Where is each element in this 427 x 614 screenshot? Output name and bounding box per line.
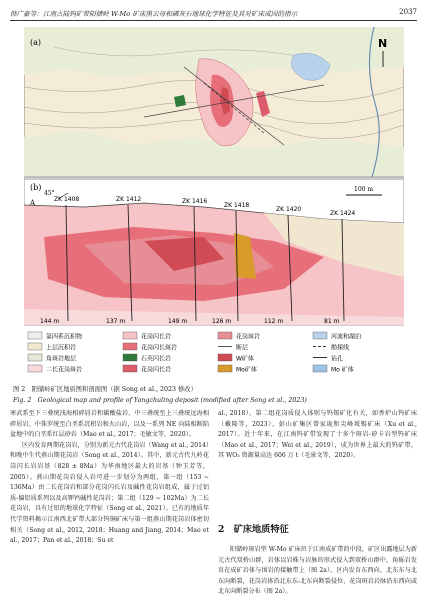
legend-swatch [313,365,327,372]
figure-caption-cn: 图 2 阳储岭矿区地质图和剖面图（据 Song et al., 2023 修改） [13,386,197,393]
dip-angle-label: 45° [44,190,55,197]
legend-swatch [28,343,42,350]
legend-item [123,354,171,363]
drillhole-label: ZK 1424 [330,210,356,217]
legend-label: 石英闪长岩 [141,355,172,363]
drillhole-label: ZK 1420 [276,206,302,213]
map-quartz-diorite [174,95,186,107]
legend-item [218,332,260,341]
legend-item [313,355,343,363]
depth-label: 149 m [168,318,188,325]
drillhole-label: ZK 1416 [182,198,208,205]
legend-swatch [28,354,42,361]
panel-b-profile [24,179,404,325]
drillhole-label: ZK 1408 [54,196,80,203]
legend-label: Mo矿体 [236,366,257,374]
legend-item [218,344,248,352]
legend-label: 花岗闪长岩 [141,366,172,374]
legend-swatch [123,343,137,350]
legend-label: 勘探线 [331,344,350,352]
legend-label: 花岗斑岩 [236,333,261,341]
header-rule [10,20,417,21]
paragraph: 阳储岭斑岩型 W-Mo 矿床位于江南成矿带的中段，矿区出露地层为新元古代双桥山群，岩体以岩株与岩脉的形式侵入到双桥山群中，角砾岩发育在成矿岩体与围岩的接触带上（图 2a）。区内发育东西向、北东东与北东向断裂，花岗岩体沿北东东-北东向断裂侵位，花岗斑岩岩脉沿东西向或北东向断裂分布（图 2a）。 [218,546,417,596]
legend-label: 钻孔 [331,355,344,363]
depth-label: 112 m [264,318,284,325]
legend-label: 角斑岩地层 [46,355,77,363]
legend-swatch [123,332,137,339]
running-header [10,8,417,20]
legend-swatch [123,365,137,372]
panel-a-map [24,27,404,177]
depth-label: 81 m [324,318,340,325]
legend-swatch [218,365,232,372]
legend-swatch [28,365,42,372]
legend-swatch [218,332,232,339]
legend-swatch [313,332,327,339]
legend-item [28,343,76,352]
depth-label: 137 m [106,318,126,325]
profile-start-label: A [30,199,36,207]
legend-label: Mo 矿体 [331,366,354,374]
paragraph: 区内发育两期花岗岩，分别为新元古代花岗岩（Wang et al., 2014）和晚中生代燕山期花岗岩（Song et al., 2014）。其中，新元古代九岭花岗闪长岩岩基（828 ± 8Ma）为华南地区最大的岩基（钟玉芳等，2005）。燕山期花岗岩侵入岩可进一步划分为两组，第一组（153 ~ 136Ma）由二长花岗岩和部分花岗闪长岩及碱性花岗岩组成，属于过铝质-偏铝质系列以及高钾钙碱性花岗岩；第二组（129 ~ 102Ma）为二长花岗岩，具有过铝的地球化学特征（Song et al., 2021）。已有的地质年代学资料揭示江南西北矿带大部分钨铜矿床与第一组燕山期花岗岩体密切相关（Song et al., 2012, 2018；Huang and Jiang, 2014；Mao et al., 2017；Pan et al., 2018；Su et [10,441,209,545]
depth-label: 126 m [212,318,232,325]
legend-item [28,365,82,374]
panel-a-label: (a) [30,38,42,47]
north-arrow-label: N [378,37,388,50]
legend-swatch [123,354,137,361]
paragraph: al., 2018）。第二组花岗质侵入体则与钨锡矿化有关，如香炉山钨矿床（戴隆等，2023），彭山矿集区曾家垅和尖峰坡锡矿床（Xu et al., 2017）。近十年来，在江南钨矿带发现了十多个斑岩-矽卡岩型钨矿床（Mao et al., 2017；Wei et al., 2019），成为世界上最大的钨矿带，其 WO₃ 资源量高达 606 万 t（毛景文等，2020）。 [218,410,417,460]
figure-2 [24,27,404,379]
left-column [10,409,209,547]
scale-label: 100 m [354,186,374,193]
paragraph: 寒武系至下三叠统浅海相碎屑岩和碳酸盐岩、中三叠统至上三叠统远海相碎屑岩、中侏罗统至白垩系沉积岩和火山岩，以及一系列 NE 向陆相断陷盆地中的白垩系红层砂岩（Mao et al., 2017；毛敏文等，2020）。 [10,410,209,439]
legend-item [218,365,257,374]
legend-label: W矿体 [236,355,254,363]
page-number: 2037 [399,8,417,16]
running-title: 韩广豪等：江南古陆钨矿带阳储岭 W-Mo 矿床黑云母和磷灰石地球化学特征及其对矿床成因的指示 [10,10,298,18]
figure-canvas [24,27,404,379]
section-body [218,545,417,598]
right-column [218,409,417,462]
legend-swatch [218,354,232,361]
legend-label: 上层沉积岩 [46,344,77,352]
legend-label: 第四系沉积物 [46,333,83,341]
legend-label: 断层 [236,344,249,352]
drillhole-label: ZK 1418 [224,202,250,209]
legend-label: 河流和湖泊 [331,333,362,341]
legend-item [123,365,171,374]
legend-item [123,343,177,352]
legend-item [28,332,82,341]
legend-item [28,354,76,363]
legend-label: 花岗闪长岩 [141,333,172,341]
legend-item [123,332,171,341]
section-title: 2 矿床地质特征 [218,524,289,535]
legend-swatch [28,332,42,339]
legend [28,332,361,374]
panel-b-label: (b) [30,183,42,192]
legend-label: 二长花岗斑岩 [46,366,83,374]
depth-label: 144 m [40,318,60,325]
figure-caption-en: Fig. 2 Geological map and profile of Yangchuling deposit (modified after Song et al., 2023) [13,397,307,404]
legend-item [218,354,254,363]
legend-item [313,365,354,374]
legend-item [313,332,361,341]
legend-label: 花岗闪长斑岩 [141,344,178,352]
legend-item [313,344,349,352]
drillhole-label: ZK 1412 [116,196,142,203]
